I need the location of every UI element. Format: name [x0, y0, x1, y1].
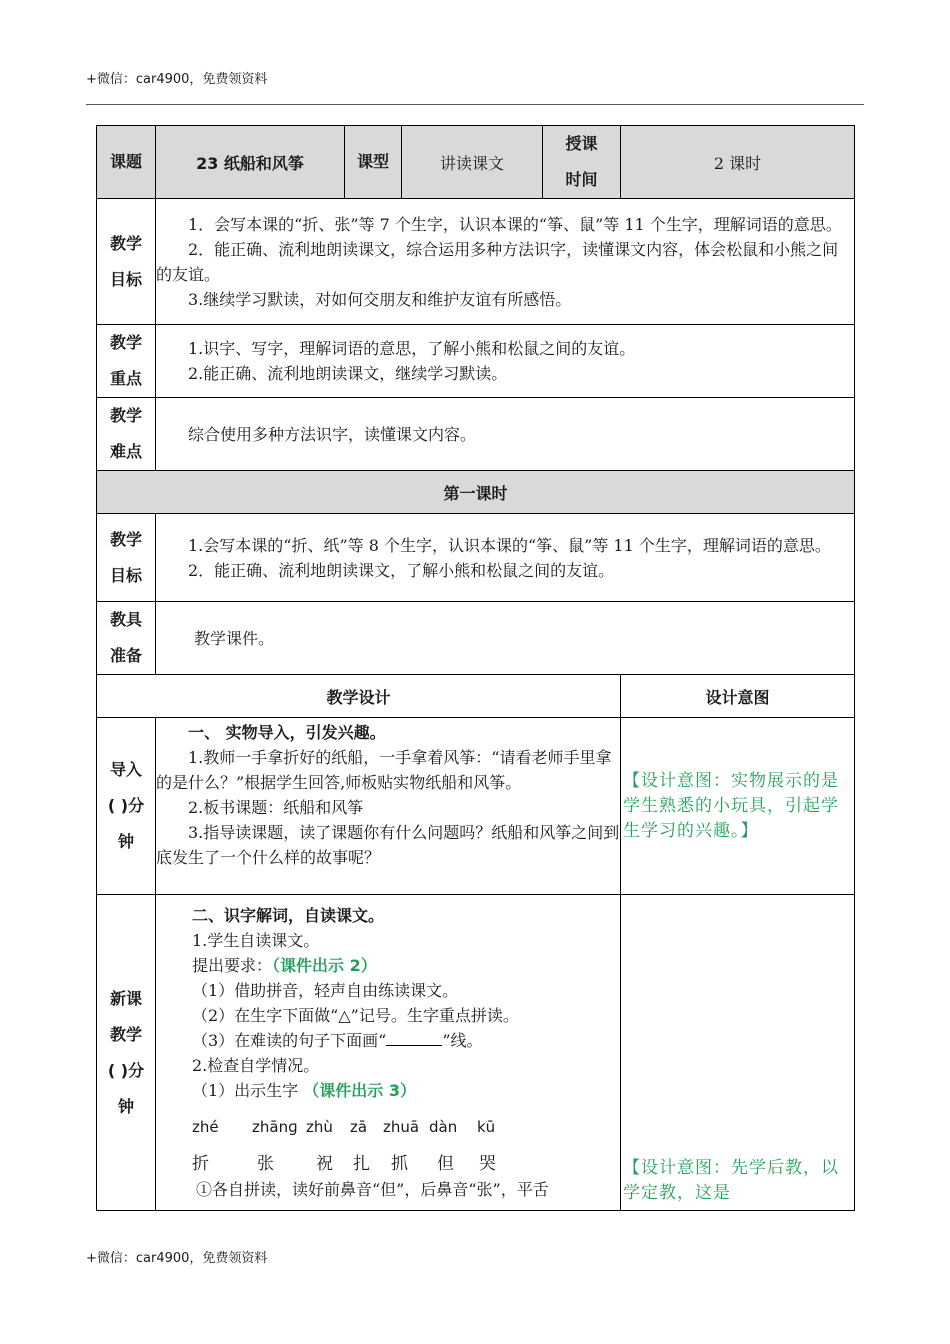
newlesson-line: 1.学生自读课文。	[192, 931, 320, 950]
pinyin-item: dàn	[429, 1118, 458, 1136]
intro-label-line1: 导入	[109, 760, 142, 779]
lesson1-goals-label-line2: 目标	[109, 565, 142, 585]
tools-label	[97, 602, 156, 675]
design-header-row	[97, 675, 855, 718]
keypoints-label-line1: 教学	[109, 333, 142, 352]
type-label: 课型	[345, 126, 402, 199]
newlesson-heading: 二、识字解词，自读课文。	[192, 906, 385, 925]
newlesson-text: ”线。	[442, 1031, 483, 1050]
newlesson-text: （1）出示生字	[192, 1081, 304, 1100]
keypoint-line: 2.能正确、流利地朗读课文，继续学习默读。	[188, 364, 508, 383]
header-divider	[86, 104, 864, 105]
goal-line: 2．能正确、流利地朗读课文，综合运用多种方法识字，读懂课文内容，体会松鼠和小熊之间的友谊。	[156, 239, 839, 284]
time-label-line1: 授课	[565, 134, 598, 153]
newlesson-label-line3: ( )分	[107, 1060, 145, 1080]
goals-label-line1: 教学	[109, 233, 142, 253]
lesson1-goals-label-line1: 教学	[109, 529, 142, 549]
hours-value: 2 课时	[621, 126, 855, 199]
intent-col-header: 设计意图	[621, 675, 855, 718]
lesson1-goal-line: 1.会写本课的“折、纸”等 8 个生字，认识本课的“筝、鼠”等 11 个生字，理解词语的意思。	[188, 535, 831, 555]
courseware-ref: （课件出示 3）	[303, 1081, 416, 1100]
newlesson-line: （1）借助拼音，轻声自由练读课文。	[192, 981, 459, 1000]
pinyin-item: zhù	[306, 1118, 333, 1136]
newlesson-line: （2）在生字下面做“△”记号。生字重点拼读。	[192, 1006, 519, 1025]
intro-line: 1.教师一手拿折好的纸船，一手拿着风筝：“请看老师手里拿的是什么？”根据学生回答,师板贴实物纸船和风筝。	[156, 748, 612, 792]
char-item: 抓	[391, 1154, 408, 1174]
newlesson-text: 提出要求：	[192, 956, 273, 975]
intro-content	[156, 718, 621, 895]
newlesson-label-line2: 教学	[109, 1024, 142, 1044]
newlesson-line: ①各自拼读，读好前鼻音“但”，后鼻音“张”，平舌	[196, 1180, 549, 1199]
newlesson-label-line4: 钟	[117, 1096, 134, 1116]
pinyin-item: kū	[477, 1118, 496, 1136]
newlesson-label-line1: 新课	[109, 988, 142, 1008]
char-item: 折	[192, 1154, 209, 1174]
char-item: 张	[257, 1154, 274, 1174]
intro-line: 3.指导读课题，读了课题你有什么问题吗？纸船和风筝之间到底发生了一个什么样的故事呢？	[156, 823, 620, 867]
char-item: 哭	[479, 1154, 496, 1174]
tools-label-line2: 准备	[109, 646, 142, 665]
newlesson-line	[192, 1078, 620, 1103]
page-header: +微信：car4900，免费领资料	[86, 72, 268, 87]
underline-blank	[386, 1031, 442, 1046]
pinyin-item: zhānɡ	[252, 1118, 298, 1136]
intro-line: 2.板书课题：纸船和风筝	[188, 798, 364, 817]
lesson1-goals-row	[97, 514, 855, 602]
difficulties-label-line2: 难点	[109, 442, 142, 461]
keypoint-line: 1.识字、写字，理解词语的意思，了解小熊和松鼠之间的友谊。	[188, 339, 636, 358]
page-footer: +微信：car4900，免费领资料	[86, 1251, 268, 1266]
topic-label: 课题	[97, 126, 156, 199]
time-label	[543, 126, 621, 199]
design-col-header: 教学设计	[97, 675, 621, 718]
info-row	[97, 126, 855, 199]
difficulties-content	[156, 398, 855, 471]
char-item: 祝	[316, 1154, 333, 1174]
tools-row	[97, 602, 855, 675]
pinyin-item: zā	[350, 1118, 368, 1136]
topic-title: 23 纸船和风筝	[156, 126, 345, 199]
time-label-line2: 时间	[565, 170, 598, 189]
keypoints-label-line2: 重点	[109, 369, 142, 388]
tools-content	[156, 602, 855, 675]
goal-line: 3.继续学习默读，对如何交朋友和维护友谊有所感悟。	[188, 289, 572, 309]
newlesson-line: 2.检查自学情况。	[192, 1056, 320, 1075]
lesson1-goals-content	[156, 514, 855, 602]
goals-row	[97, 199, 855, 325]
newlesson-intent: 【设计意图：先学后教，以学定教，这是	[623, 1158, 840, 1203]
lesson1-goals-label	[97, 514, 156, 602]
keypoints-label	[97, 325, 156, 398]
newlesson-content	[156, 895, 621, 1211]
tools-label-line1: 教具	[109, 610, 142, 629]
difficulties-row	[97, 398, 855, 471]
intro-intent-cell	[621, 718, 855, 895]
lesson1-goal-line: 2．能正确、流利地朗读课文，了解小熊和松鼠之间的友谊。	[188, 560, 615, 580]
goals-label	[97, 199, 156, 325]
newlesson-label	[97, 895, 156, 1211]
keypoints-row	[97, 325, 855, 398]
difficulty-text: 综合使用多种方法识字，读懂课文内容。	[188, 424, 477, 444]
pinyin-item: zhé	[192, 1118, 219, 1136]
intro-label	[97, 718, 156, 895]
goals-content	[156, 199, 855, 325]
difficulties-label	[97, 398, 156, 471]
tools-text: 教学课件。	[194, 628, 275, 648]
keypoints-content	[156, 325, 855, 398]
char-item: 但	[437, 1154, 454, 1174]
pinyin-row	[192, 1115, 620, 1140]
newlesson-line	[192, 953, 620, 978]
pinyin-item: zhuā	[383, 1118, 420, 1136]
chars-row	[192, 1152, 620, 1177]
intro-heading: 一、 实物导入，引发兴趣。	[188, 723, 386, 742]
intro-intent: 【设计意图：实物展示的是学生熟悉的小玩具，引起学生学习的兴趣。】	[623, 770, 840, 841]
courseware-ref: （课件出示 2）	[272, 956, 377, 975]
lesson1-title: 第一课时	[97, 471, 855, 514]
goals-label-line2: 目标	[109, 269, 142, 289]
char-item: 扎	[353, 1154, 370, 1174]
newlesson-intent-cell	[621, 895, 855, 1211]
intro-label-line2: ( )分	[107, 796, 145, 815]
intro-label-line3: 钟	[117, 832, 134, 851]
newlesson-line	[192, 1028, 620, 1053]
lesson1-title-row	[97, 471, 855, 514]
newlesson-text: （3）在难读的句子下面画“	[192, 1031, 387, 1050]
lesson-plan-table	[96, 125, 855, 1211]
intro-row	[97, 718, 855, 895]
goal-line: 1．会写本课的“折、张”等 7 个生字，认识本课的“筝、鼠”等 11 个生字，理解词语的意思。	[188, 214, 842, 234]
type-value: 讲读课文	[402, 126, 543, 199]
difficulties-label-line1: 教学	[109, 406, 142, 425]
newlesson-row	[97, 895, 855, 1211]
